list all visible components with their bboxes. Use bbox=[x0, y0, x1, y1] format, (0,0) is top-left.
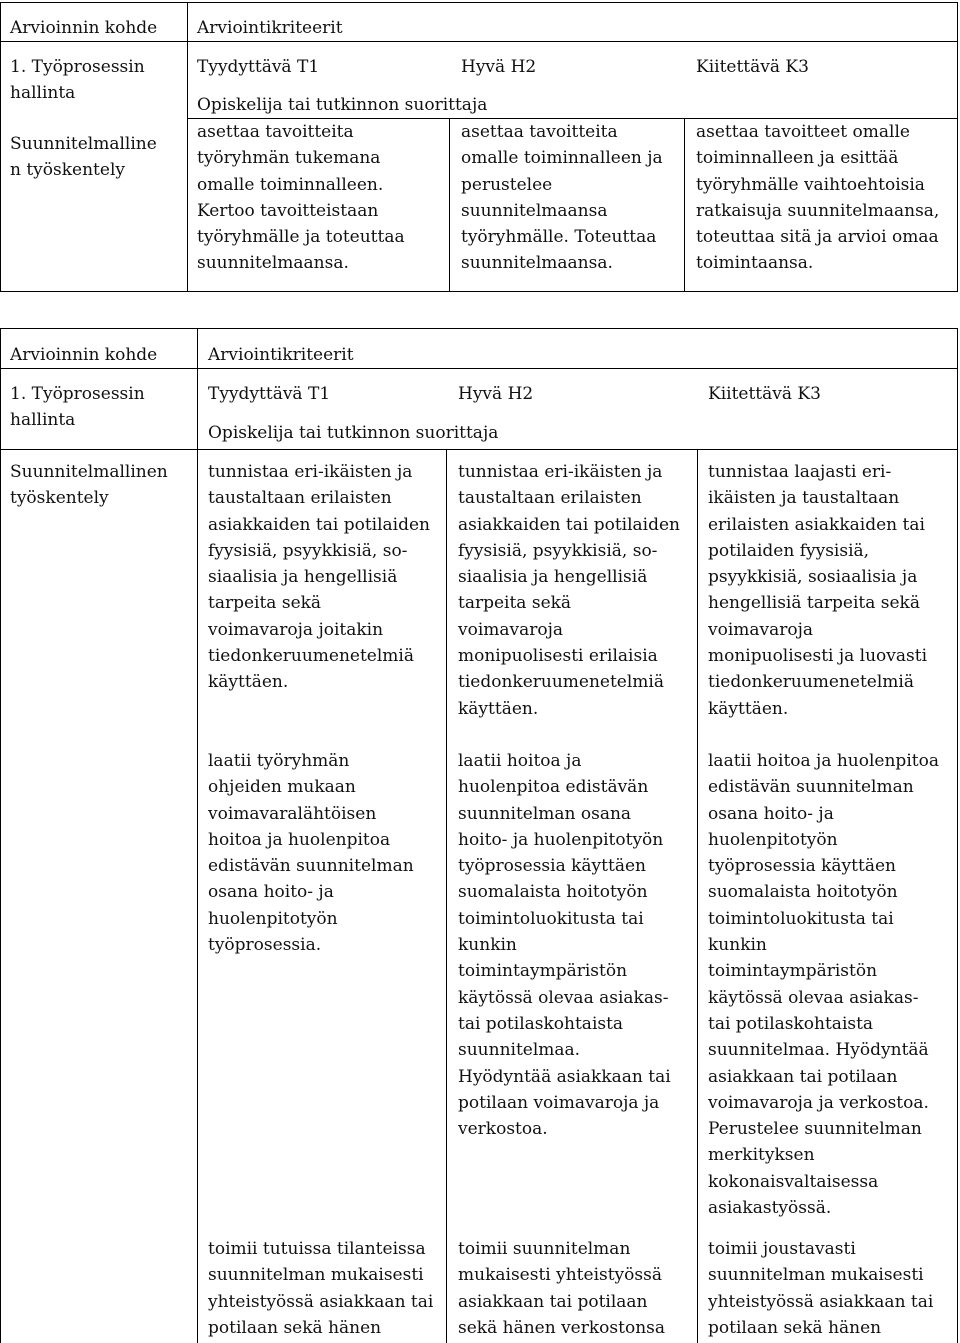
table1-border-right bbox=[957, 2, 958, 292]
table2-grade-t1: Tyydyttävä T1 bbox=[208, 384, 331, 404]
table1-topic: 1. Työprosessin hallinta bbox=[10, 57, 145, 104]
table2-row1-t1: tunnistaa eri-ikäisten ja taustaltaan erilaisten asiakkaiden tai potilaiden fyysisiä, psyykkisiä, so- siaalisia ja hengellisiä tarpeita sekä voimavaroja joitakin tiedonkeruumenetelmiä käyttäen. bbox=[208, 462, 430, 693]
table2-row3-t1: toimii tutuissa tilanteissa suunnitelman mukaisesti yhteistyössä asiakkaan tai potilaan sekä hänen bbox=[208, 1239, 434, 1338]
table1-cell-k3: asettaa tavoitteet omalle toiminnalleen ja esittää työryhmälle vaihtoehtoisia ratkaisuja suunnitelmaansa, toteuttaa sitä ja arvioi omaa toimintaansa. bbox=[696, 122, 940, 274]
table1-border-left bbox=[0, 2, 1, 292]
table1-header-criteria: Arviointikriteerit bbox=[197, 18, 343, 38]
table1-header-target: Arvioinnin kohde bbox=[10, 18, 158, 38]
table2-row1-k3: tunnistaa laajasti eri- ikäisten ja taustaltaan erilaisten asiakkaiden tai potilaiden fyysisiä, psyykkisiä, sosiaalisia ja hengellisiä tarpeita sekä voimavaroja monipuolisesti ja luovasti tiedonkeruumenetelmiä käyttäen. bbox=[708, 462, 928, 719]
table1-border-col1 bbox=[187, 2, 188, 292]
table2-header-target: Arvioinnin kohde bbox=[10, 345, 158, 365]
table2-border-subject bbox=[0, 449, 958, 450]
table2-grade-h2: Hyvä H2 bbox=[458, 384, 534, 404]
table2-row3-h2: toimii suunnitelman mukaisesti yhteistyössä asiakkaan tai potilaan sekä hänen verkostonsa bbox=[458, 1239, 665, 1338]
table2-border-col2 bbox=[446, 449, 447, 1343]
table2-topic: 1. Työprosessin hallinta bbox=[10, 384, 145, 431]
table2-border-col1 bbox=[197, 328, 198, 1343]
table1-grade-h2: Hyvä H2 bbox=[461, 57, 537, 77]
table2-header-criteria: Arviointikriteerit bbox=[208, 345, 354, 365]
table2-border-top bbox=[0, 328, 958, 329]
table2-item: Suunnitelmallinen työskentely bbox=[10, 462, 168, 509]
table2-border-right bbox=[957, 328, 958, 1343]
table2-row3-k3: toimii joustavasti suunnitelman mukaisesti yhteistyössä asiakkaan tai potilaan sekä hänen bbox=[708, 1239, 934, 1338]
table2-row1-h2: tunnistaa eri-ikäisten ja taustaltaan erilaisten asiakkaiden tai potilaiden fyysisiä, psyykkisiä, so- siaalisia ja hengellisiä tarpeita sekä voimavaroja monipuolisesti erilaisia tiedonkeruumenetelmiä käyttäen. bbox=[458, 462, 680, 719]
table2-grade-k3: Kiitettävä K3 bbox=[708, 384, 821, 404]
table1-grade-k3: Kiitettävä K3 bbox=[696, 57, 809, 77]
table1-grade-t1: Tyydyttävä T1 bbox=[197, 57, 320, 77]
table1-border-col3 bbox=[684, 118, 685, 292]
table2-row2-k3: laatii hoitoa ja huolenpitoa edistävän suunnitelman osana hoito- ja huolenpitotyön työprosessia käyttäen suomalaista hoitotyön toimintoluokitusta tai kunkin toimintaympäristön käytössä olevaa asiakas- tai potilaskohtaista suunnitelmaa. Hyödyntää asiakkaan tai potilaan voimavaroja ja verkostoa. Perustelee suunnitelman merkityksen kokonaisvaltaisessa asiakastyössä. bbox=[708, 751, 939, 1219]
table1-border-bottom bbox=[0, 291, 958, 292]
table1-cell-t1: asettaa tavoitteita työryhmän tukemana omalle toiminnalleen. Kertoo tavoitteistaan työryhmälle ja toteuttaa suunnitelmaansa. bbox=[197, 122, 405, 274]
table1-cell-h2: asettaa tavoitteita omalle toiminnalleen ja perustelee suunnitelmaansa työryhmälle. Toteuttaa suunnitelmaansa. bbox=[461, 122, 663, 274]
table2-border-left bbox=[0, 328, 1, 1343]
table1-border-top bbox=[0, 2, 958, 3]
table2-row2-h2: laatii hoitoa ja huolenpitoa edistävän suunnitelman osana hoito- ja huolenpitotyön työprosessia käyttäen suomalaista hoitotyön toimintoluokitusta tai kunkin toimintaympäristön käytössä olevaa asiakas- tai potilaskohtaista suunnitelmaa. Hyödyntää asiakkaan tai potilaan voimavaroja ja verkostoa. bbox=[458, 751, 671, 1140]
table1-border-col2 bbox=[449, 118, 450, 292]
table1-item: Suunnitelmalline n työskentely bbox=[10, 134, 157, 181]
table2-subject-row: Opiskelija tai tutkinnon suorittaja bbox=[208, 423, 499, 443]
table2-border-col3 bbox=[697, 449, 698, 1343]
table1-subject-row: Opiskelija tai tutkinnon suorittaja bbox=[197, 95, 488, 115]
table2-row2-t1: laatii työryhmän ohjeiden mukaan voimavaralähtöisen hoitoa ja huolenpitoa edistävän suunnitelman osana hoito- ja huolenpitotyön työprosessia. bbox=[208, 751, 414, 956]
